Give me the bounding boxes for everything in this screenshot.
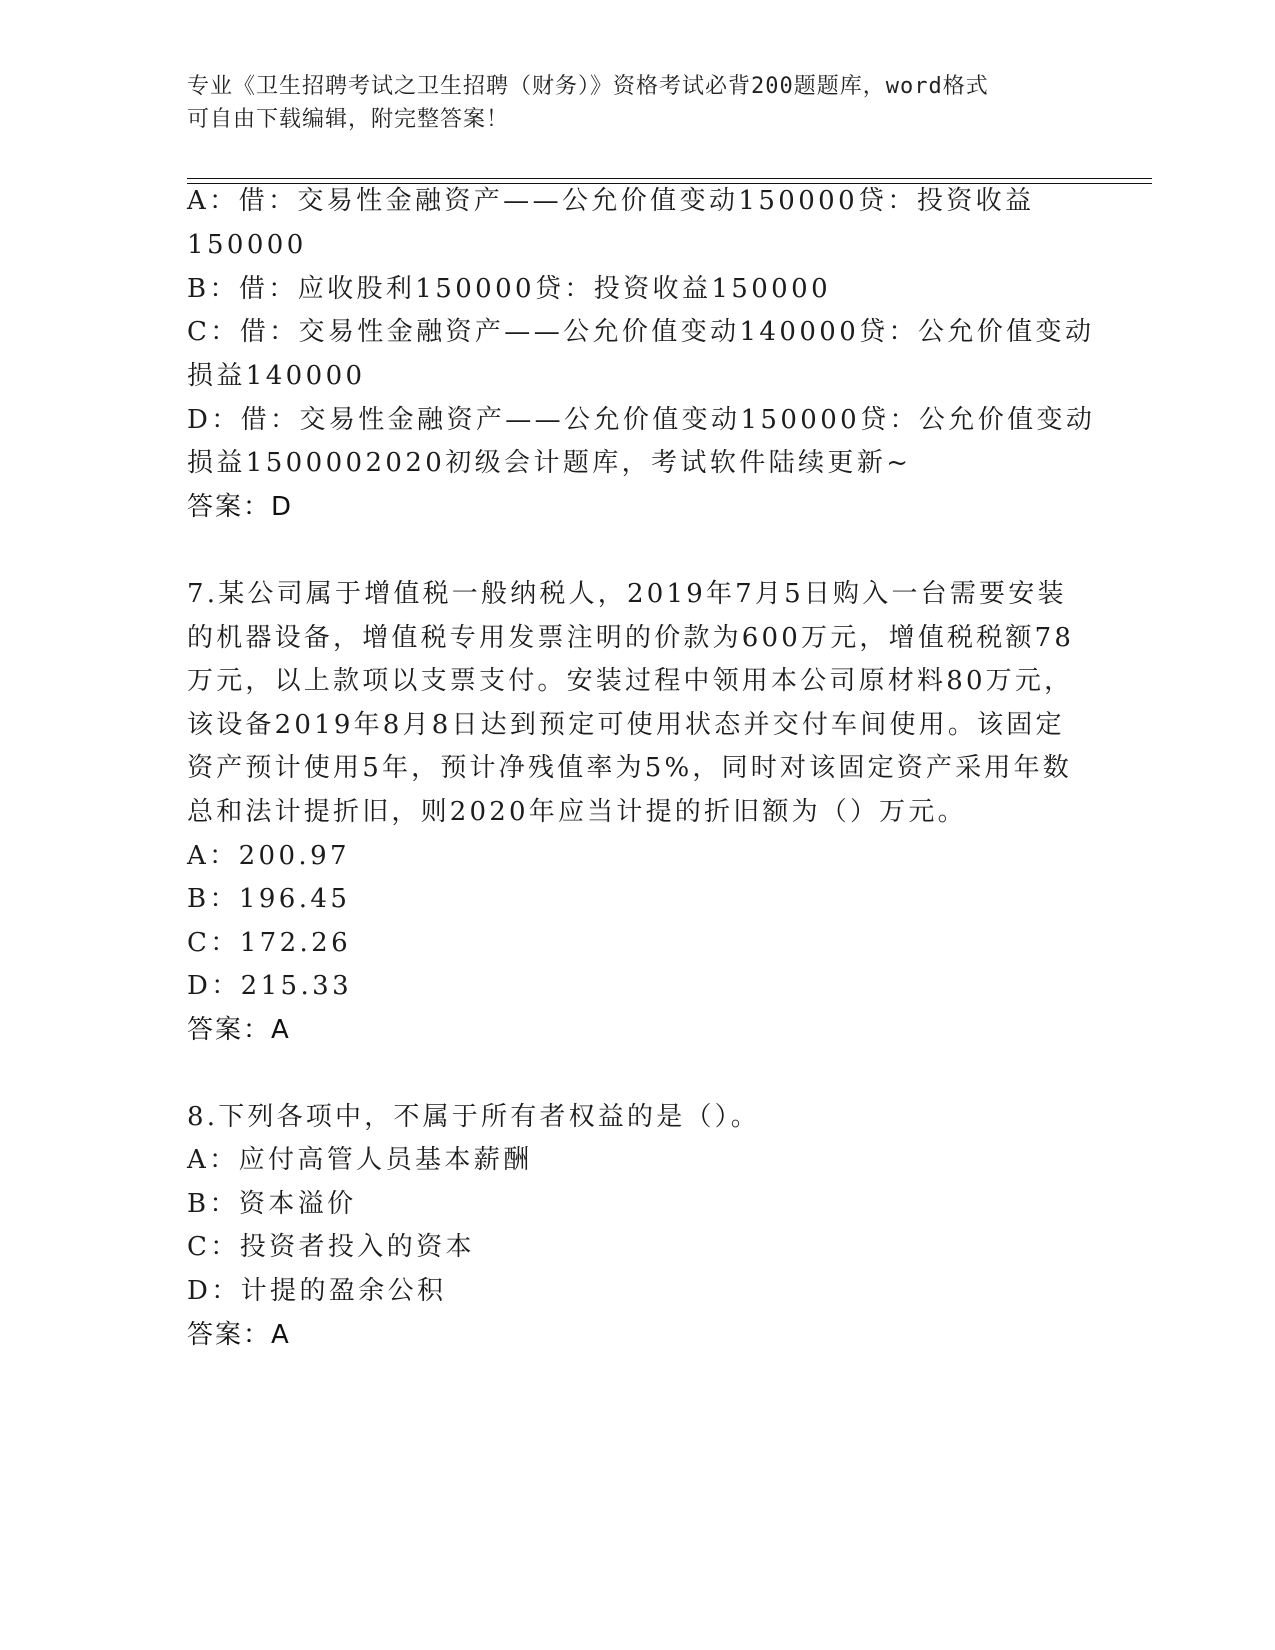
q6-option-c-line-2: 损益140000: [187, 361, 366, 391]
q8-option-b: B：资本溢价: [187, 1189, 357, 1219]
q7-option-d: D：215.33: [187, 971, 353, 1001]
header-title-line-1: 专业《卫生招聘考试之卫生招聘（财务）》资格考试必背200题题库，word格式: [187, 74, 989, 99]
q6-option-c-line-1: C：借：交易性金融资产——公允价值变动140000贷：公允价值变动: [187, 317, 1095, 347]
q7-answer: 答案：A: [187, 1015, 291, 1045]
q7-stem-line-1: 7.某公司属于增值税一般纳税人，2019年7月5日购入一台需要安装: [187, 579, 1067, 609]
q8-option-d: D：计提的盈余公积: [187, 1276, 447, 1306]
q8-answer: 答案：A: [187, 1320, 291, 1350]
q7-stem-line-3: 万元，以上款项以支票支付。安装过程中领用本公司原材料80万元，: [187, 666, 1074, 696]
q7-option-b: B：196.45: [187, 884, 351, 914]
header-title-line-2: 可自由下载编辑，附完整答案！: [187, 107, 510, 132]
q7-stem-line-5: 资产预计使用5年，预计净残值率为5%，同时对该固定资产采用年数: [187, 753, 1072, 783]
q6-answer: 答案：D: [187, 492, 294, 522]
q6-option-b: B：借：应收股利150000贷：投资收益150000: [187, 274, 832, 304]
q6-option-d-line-2: 损益1500002020初级会计题库，考试软件陆续更新~: [187, 448, 912, 478]
header-divider-bottom: [187, 183, 1152, 184]
header-divider-top: [187, 178, 1152, 179]
q7-stem-line-4: 该设备2019年8月8日达到预定可使用状态并交付车间使用。该固定: [187, 710, 1065, 740]
document-header: [187, 70, 1067, 136]
q6-option-d-line-1: D：借：交易性金融资产——公允价值变动150000贷：公允价值变动: [187, 405, 1096, 435]
q8-option-a: A：应付高管人员基本薪酬: [187, 1145, 533, 1175]
q7-stem-line-6: 总和法计提折旧，则2020年应当计提的折旧额为（）万元。: [187, 797, 967, 827]
q8-option-c: C：投资者投入的资本: [187, 1232, 475, 1262]
q7-option-c: C：172.26: [187, 928, 352, 958]
q6-option-a-line-1: A：借：交易性金融资产——公允价值变动150000贷：投资收益: [187, 186, 1035, 216]
q7-option-a: A：200.97: [187, 841, 350, 871]
q8-stem: 8.下列各项中，不属于所有者权益的是（）。: [187, 1102, 761, 1132]
q7-stem-line-2: 的机器设备，增值税专用发票注明的价款为600万元，增值税税额78: [187, 623, 1075, 653]
q6-option-a-line-2: 150000: [187, 230, 307, 260]
